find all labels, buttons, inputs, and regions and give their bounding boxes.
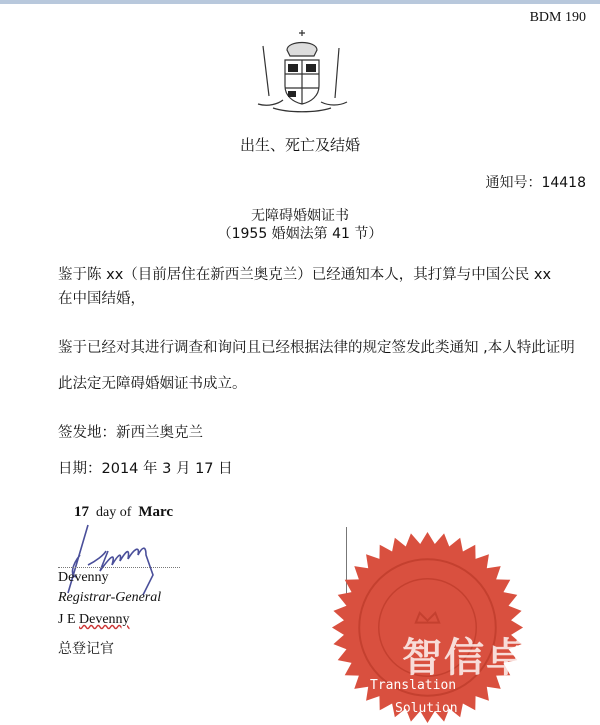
department-name: 出生、死亡及结婚 [239, 136, 360, 154]
signature-day: 17 [74, 504, 89, 520]
watermark-line2: Solution [395, 701, 458, 716]
signatory-full-name [58, 612, 130, 628]
notice-number: 通知号：14418 [485, 175, 586, 191]
signatory-role-cn: 总登记官 [58, 641, 114, 657]
title: 无障碍婚姻证书 [251, 208, 349, 224]
watermark-line1: Translation [370, 678, 457, 693]
document-title [0, 207, 600, 243]
watermark-brand: 智信卓 [402, 635, 528, 681]
signatory-surname: Devenny [58, 570, 109, 585]
top-border [0, 0, 600, 4]
signatory-surname-full: Devenny [79, 612, 130, 627]
issue-date: 日期：2014 年 3 月 17 日 [58, 461, 233, 477]
signatory-initials: J E [58, 612, 76, 627]
place-of-issue: 签发地：新西兰奥克兰 [58, 425, 203, 441]
paragraph-certification: 鉴于已经对其进行调查和询问且已经根据法律的规定签发此类通知 ,本人特此证明此法定无障碍婚姻证书成立。 [58, 340, 575, 392]
paragraph-notification: 鉴于陈 xx（目前居住在新西兰奥克兰）已经通知本人，其打算与中国公民 xx 在中国结婚， [58, 267, 552, 307]
coat-of-arms-icon [243, 26, 361, 116]
signature-month: Marc [138, 504, 174, 520]
subtitle: （1955 婚姻法第 41 节） [217, 226, 383, 242]
signatory-role: Registrar-General [58, 590, 162, 605]
signature-line [58, 567, 180, 568]
signature-day-of: day of [96, 505, 132, 520]
form-code: BDM 190 [529, 10, 586, 25]
